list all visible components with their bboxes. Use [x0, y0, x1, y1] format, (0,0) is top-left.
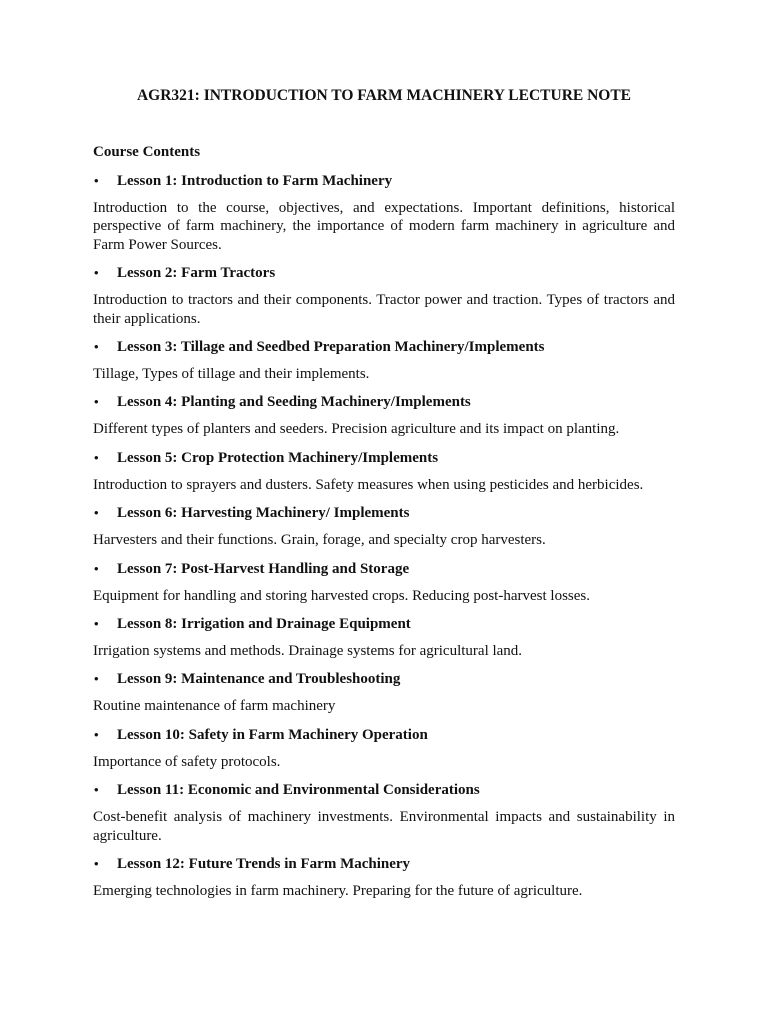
- bullet-icon: •: [94, 560, 99, 576]
- lesson-title-row: [93, 669, 675, 689]
- bullet-icon: •: [94, 394, 99, 410]
- lesson-description: Introduction to the course, objectives, and expectations. Important definitions, historical perspective of farm machinery, the importance of modern farm machinery in agriculture and Farm Power Sources.: [93, 200, 675, 253]
- lesson-title-row: [93, 263, 675, 283]
- bullet-icon: •: [94, 173, 99, 188]
- lesson-description: Routine maintenance of farm machinery: [93, 698, 336, 715]
- document-title: AGR321: INTRODUCTION TO FARM MACHINERY LECTURE NOTE: [136, 87, 632, 104]
- document-page: [93, 86, 675, 901]
- lesson-title: Lesson 1: Introduction to Farm Machinery: [117, 173, 393, 189]
- lesson-item: [93, 448, 675, 494]
- lesson-item: [93, 503, 675, 549]
- lesson-title-row: [93, 503, 675, 523]
- bullet-icon: •: [94, 616, 99, 632]
- bullet-icon: •: [94, 449, 99, 465]
- lesson-title-row: [93, 725, 675, 745]
- lesson-description: Importance of safety protocols.: [93, 753, 281, 770]
- lesson-description: Harvesters and their functions. Grain, forage, and specialty crop harvesters.: [93, 532, 546, 549]
- lesson-item: [93, 337, 675, 383]
- lesson-item: [93, 614, 675, 660]
- lesson-title: Lesson 4: Planting and Seeding Machinery/Implements: [117, 394, 471, 411]
- lesson-title-row: [93, 614, 675, 634]
- lesson-title: Lesson 7: Post-Harvest Handling and Storage: [117, 560, 410, 577]
- lesson-title-row: [93, 559, 675, 579]
- lesson-title-row: [93, 780, 675, 800]
- lesson-title: Lesson 9: Maintenance and Troubleshooting: [117, 671, 401, 688]
- bullet-icon: •: [94, 265, 99, 281]
- lesson-title-row: [93, 854, 675, 874]
- bullet-icon: •: [94, 671, 99, 687]
- lesson-item: [93, 854, 675, 900]
- lesson-description: Emerging technologies in farm machinery. Preparing for the future of agriculture.: [93, 883, 583, 900]
- lesson-item: [93, 263, 675, 328]
- lesson-title: Lesson 2: Farm Tractors: [117, 265, 276, 282]
- bullet-icon: •: [94, 726, 99, 742]
- bullet-icon: •: [94, 856, 99, 872]
- lesson-description: Irrigation systems and methods. Drainage systems for agricultural land.: [93, 643, 523, 660]
- lesson-description: Tillage, Types of tillage and their implements.: [93, 366, 370, 383]
- lesson-title-row: [93, 392, 675, 412]
- lesson-item: [93, 392, 675, 438]
- lesson-title: Lesson 5: Crop Protection Machinery/Implements: [117, 449, 439, 466]
- lesson-title: Lesson 3: Tillage and Seedbed Preparation Machinery/Implements: [117, 339, 545, 356]
- lesson-item: [93, 669, 675, 715]
- lesson-item: [93, 171, 675, 254]
- lesson-description: Introduction to sprayers and dusters. Safety measures when using pesticides and herbicides.: [93, 476, 644, 493]
- lesson-title: Lesson 8: Irrigation and Drainage Equipment: [117, 616, 411, 633]
- lesson-description: Cost-benefit analysis of machinery investments. Environmental impacts and sustainability in agriculture.: [93, 809, 675, 844]
- lesson-description: Introduction to tractors and their components. Tractor power and traction. Types of tractors and their applications.: [93, 292, 675, 327]
- bullet-icon: •: [94, 782, 99, 798]
- lesson-item: [93, 559, 675, 605]
- lesson-list: [93, 171, 675, 901]
- bullet-icon: •: [94, 505, 99, 521]
- lesson-title: Lesson 10: Safety in Farm Machinery Operation: [117, 726, 428, 743]
- lesson-description: Different types of planters and seeders. Precision agriculture and its impact on planting.: [93, 421, 620, 438]
- lesson-item: [93, 780, 675, 845]
- lesson-title: Lesson 6: Harvesting Machinery/ Implements: [117, 505, 410, 522]
- lesson-description: Equipment for handling and storing harvested crops. Reducing post-harvest losses.: [93, 587, 590, 604]
- lesson-title: Lesson 12: Future Trends in Farm Machinery: [117, 856, 411, 873]
- lesson-item: [93, 725, 675, 771]
- lesson-title-row: [93, 448, 675, 468]
- lesson-title-row: [93, 171, 675, 191]
- lesson-title: Lesson 11: Economic and Environmental Considerations: [117, 782, 480, 799]
- course-contents-heading: Course Contents: [93, 144, 201, 160]
- lesson-title-row: [93, 337, 675, 357]
- bullet-icon: •: [94, 339, 99, 355]
